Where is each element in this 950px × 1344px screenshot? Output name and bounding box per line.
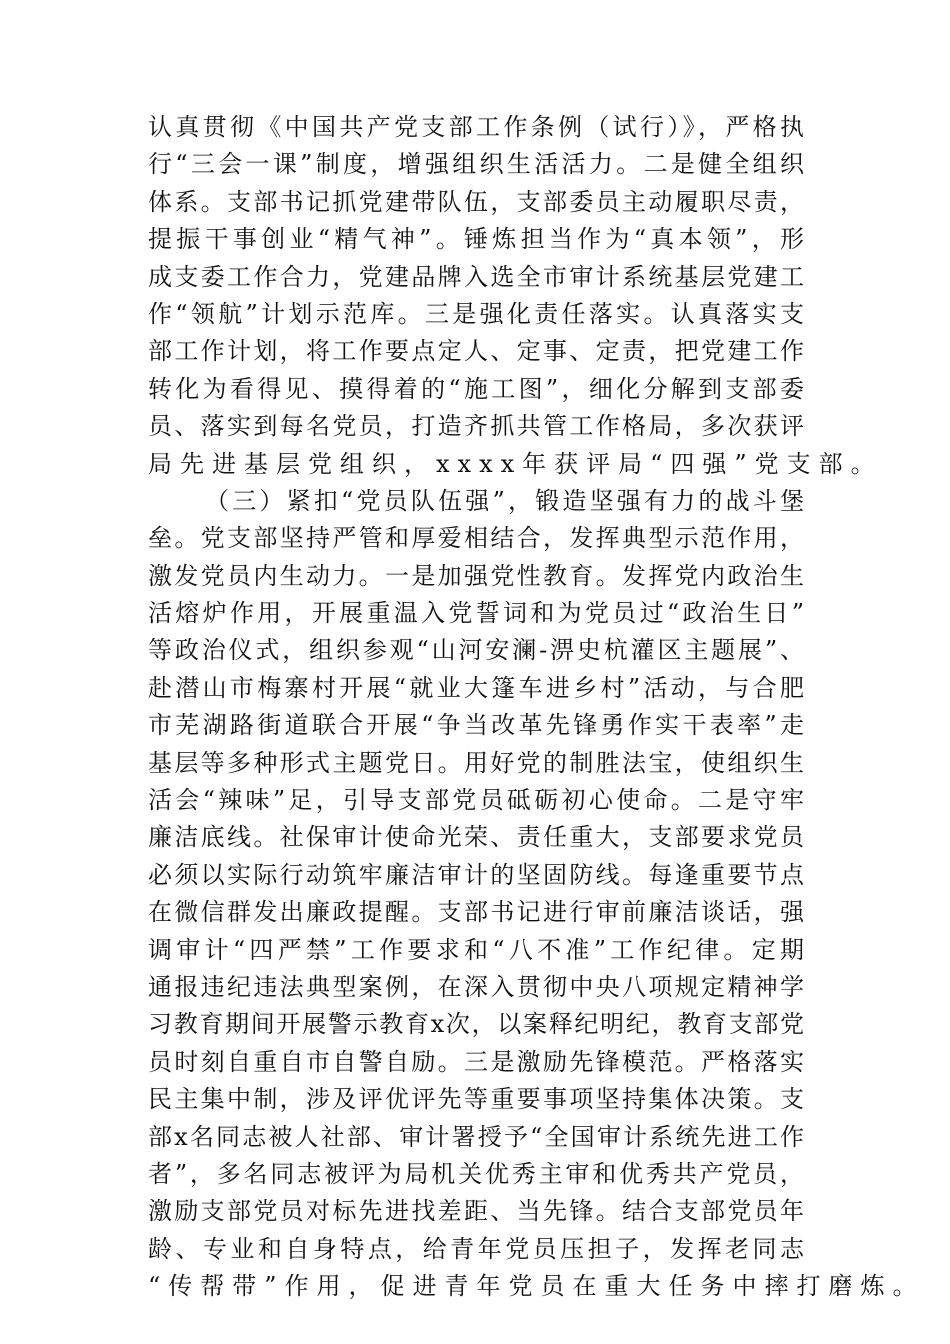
text-line: 激励支部党员对标先进找差距、当先锋。结合支部党员年 — [148, 1197, 804, 1226]
text-line: 通报违纪违法典型案例，在深入贯彻中央八项规定精神学 — [148, 972, 804, 1001]
document-page — [148, 109, 925, 1306]
text-line: 必须以实际行动筑牢廉洁审计的坚固防线。每逢重要节点 — [148, 860, 804, 889]
text-line: 活会“辣味”足，引导支部党员砥砺初心使命。二是守牢 — [148, 786, 804, 815]
text-line: 作“领航”计划示范库。三是强化责任落实。认真落实支 — [148, 299, 804, 328]
text-line: 员时刻自重自市自警自励。三是激励先锋模范。严格落实 — [148, 1047, 804, 1076]
text-line: 体系。支部书记抓党建带队伍，支部委员主动履职尽责， — [148, 187, 804, 216]
text-line: （三）紧扣“党员队伍强”，锻造坚强有力的战斗堡 — [205, 486, 804, 515]
text-line: 习教育期间开展警示教育x次，以案释纪明纪，教育支部党 — [148, 1010, 804, 1039]
text-line: 调审计“四严禁”工作要求和“八不准”工作纪律。定期 — [148, 935, 804, 964]
text-line: 市芜湖路街道联合开展“争当改革先锋勇作实干表率”走 — [148, 711, 804, 740]
text-line: 部工作计划，将工作要点定人、定事、定责，把党建工作 — [148, 337, 804, 366]
text-line: 等政治仪式，组织参观“山河安澜-淠史杭灌区主题展”、 — [148, 636, 804, 665]
text-line: 者”，多名同志被评为局机关优秀主审和优秀共产党员， — [148, 1159, 804, 1188]
text-line: 行“三会一课”制度，增强组织生活活力。二是健全组织 — [148, 150, 804, 179]
text-line: 龄、专业和自身特点，给青年党员压担子，发挥老同志 — [148, 1234, 804, 1263]
text-line: 基层等多种形式主题党日。用好党的制胜法宝，使组织生 — [148, 748, 804, 777]
text-line: 成支委工作合力，党建品牌入选全市审计系统基层党建工 — [148, 262, 804, 291]
text-line: 民主集中制，涉及评优评先等重要事项坚持集体决策。支 — [148, 1085, 804, 1114]
text-line: 提振干事创业“精气神”。锤炼担当作为“真本领”，形 — [148, 225, 804, 254]
text-line: 认真贯彻《中国共产党支部工作条例（试行）》，严格执 — [148, 113, 804, 141]
text-line: 垒。党支部坚持严管和厚爱相结合，发挥典型示范作用， — [148, 524, 804, 553]
text-line: 激发党员内生动力。一是加强党性教育。发挥党内政治生 — [148, 561, 804, 590]
text-line: 局先进基层党组织，xxxx年获评局“四强”党支部。 — [148, 449, 883, 478]
text-line: 部x名同志被人社部、审计署授予“全国审计系统先进工作 — [148, 1122, 804, 1151]
text-line: 赴潜山市梅寨村开展“就业大篷车进乡村”活动，与合肥 — [148, 673, 804, 702]
text-line: 廉洁底线。社保审计使命光荣、责任重大，支部要求党员 — [148, 823, 804, 852]
paragraph-party-members — [148, 483, 925, 1306]
text-line: 员、落实到每名党员，打造齐抓共管工作格局，多次获评 — [148, 412, 804, 441]
paragraph-party-organization — [148, 109, 883, 483]
text-line: 活熔炉作用，开展重温入党誓词和为党员过“政治生日” — [148, 599, 804, 628]
text-line: “传帮带”作用，促进青年党员在重大任务中摔打磨炼。 — [148, 1272, 925, 1301]
text-line: 转化为看得见、摸得着的“施工图”，细化分解到支部委 — [148, 374, 804, 403]
text-line: 在微信群发出廉政提醒。支部书记进行审前廉洁谈话，强 — [148, 898, 804, 927]
